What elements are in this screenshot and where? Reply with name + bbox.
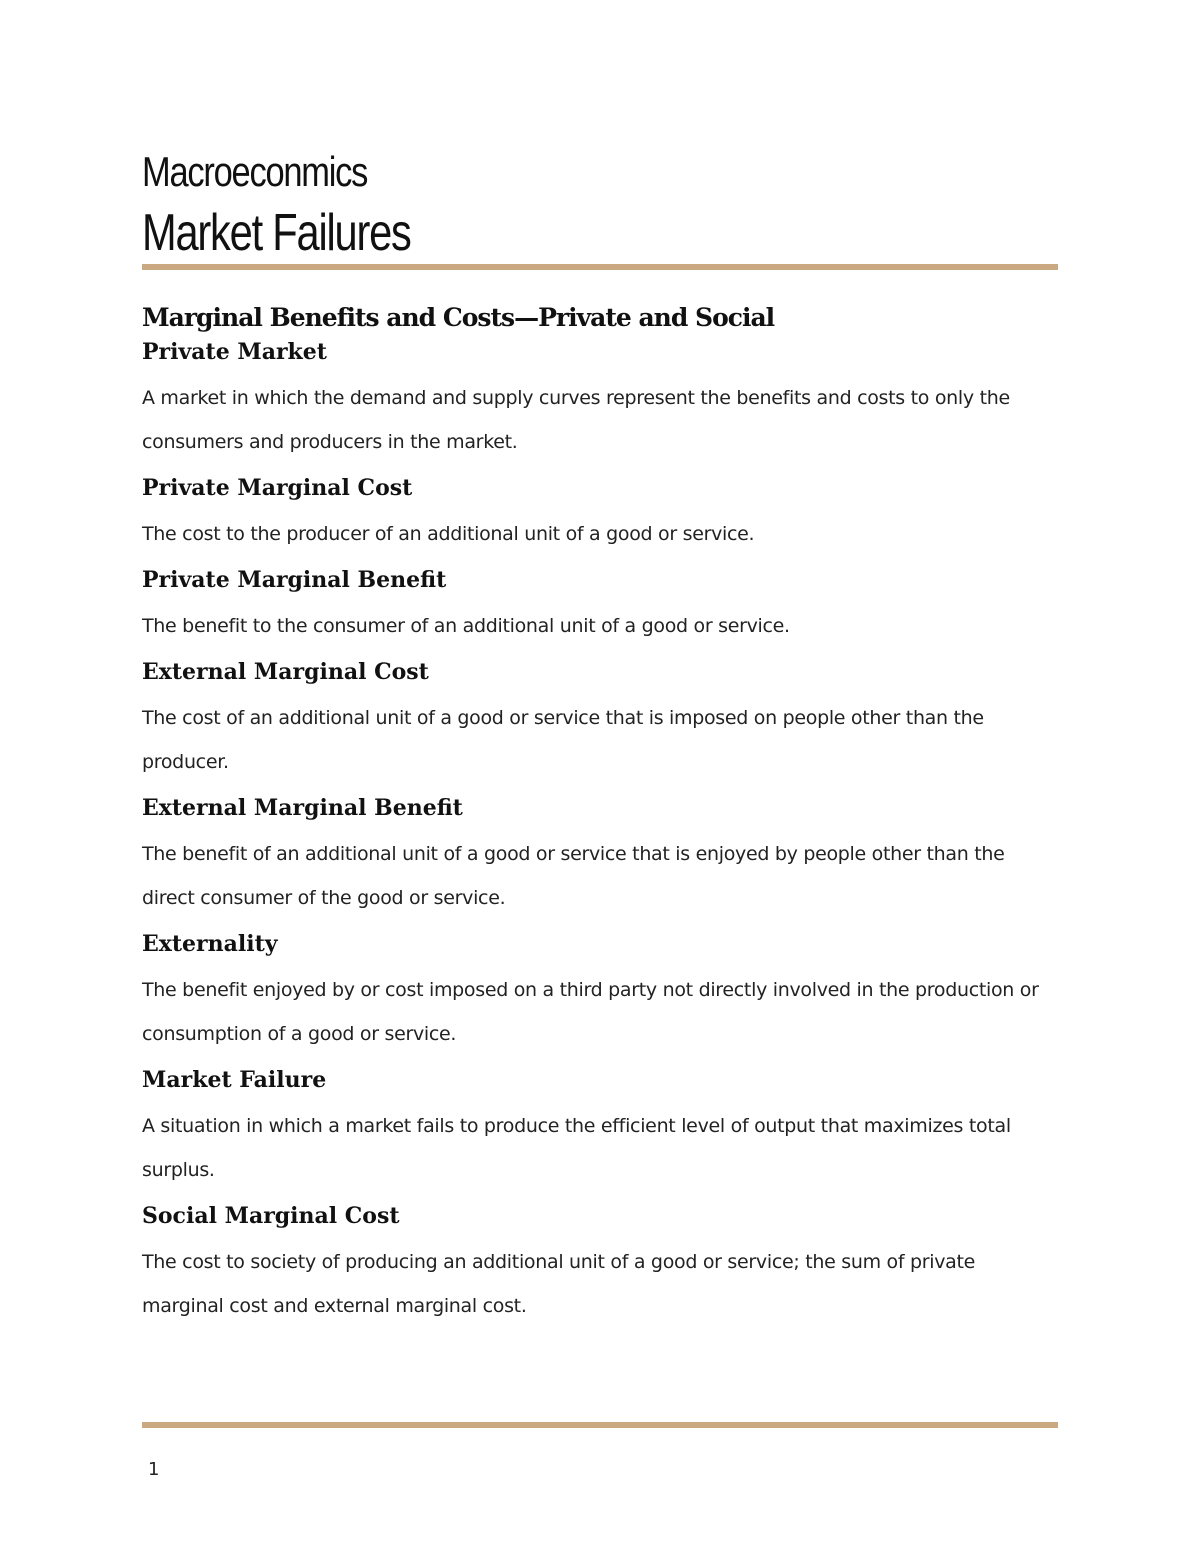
term-heading: Externality <box>142 931 278 957</box>
document-title: Macroeconmics <box>142 148 368 195</box>
term-heading: Market Failure <box>142 1067 327 1093</box>
glossary-entry-external-marginal-cost <box>142 656 1058 784</box>
term-definition: The benefit of an additional unit of a good or service that is enjoyed by people other than the direct consumer of the good or service. <box>142 843 1005 909</box>
term-definition: The benefit enjoyed by or cost imposed on a third party not directly involved in the production or consumption of a good or service. <box>142 979 1039 1045</box>
term-definition: The cost of an additional unit of a good or service that is imposed on people other than the producer. <box>142 707 984 773</box>
document-page <box>142 0 1058 1553</box>
term-heading: Private Market <box>142 339 327 365</box>
term-definition: The cost to the producer of an additional unit of a good or service. <box>142 523 755 545</box>
page-number: 1 <box>148 1459 160 1480</box>
glossary-entry-external-marginal-benefit <box>142 792 1058 920</box>
term-heading: Private Marginal Cost <box>142 475 413 501</box>
term-heading: Social Marginal Cost <box>142 1203 400 1229</box>
glossary-entry-private-marginal-benefit <box>142 564 1058 648</box>
glossary-entry-market-failure <box>142 1064 1058 1192</box>
term-definition: A situation in which a market fails to produce the efficient level of output that maximizes total surplus. <box>142 1115 1011 1181</box>
term-heading: Private Marginal Benefit <box>142 567 447 593</box>
term-definition: The benefit to the consumer of an additional unit of a good or service. <box>142 615 790 637</box>
term-heading: External Marginal Benefit <box>142 795 463 821</box>
term-definition: The cost to society of producing an additional unit of a good or service; the sum of private marginal cost and external marginal cost. <box>142 1251 976 1317</box>
glossary-entry-private-market <box>142 336 1058 464</box>
glossary-entry-private-marginal-cost <box>142 472 1058 556</box>
glossary-section <box>142 300 1058 1336</box>
section-heading: Marginal Benefits and Costs—Private and Social <box>142 303 775 332</box>
document-subtitle: Market Failures <box>142 204 411 262</box>
header-divider <box>142 264 1058 270</box>
footer-divider <box>142 1422 1058 1428</box>
term-definition: A market in which the demand and supply curves represent the benefits and costs to only the consumers and producers in the market. <box>142 387 1010 453</box>
term-heading: External Marginal Cost <box>142 659 429 685</box>
glossary-entry-social-marginal-cost <box>142 1200 1058 1328</box>
glossary-entry-externality <box>142 928 1058 1056</box>
